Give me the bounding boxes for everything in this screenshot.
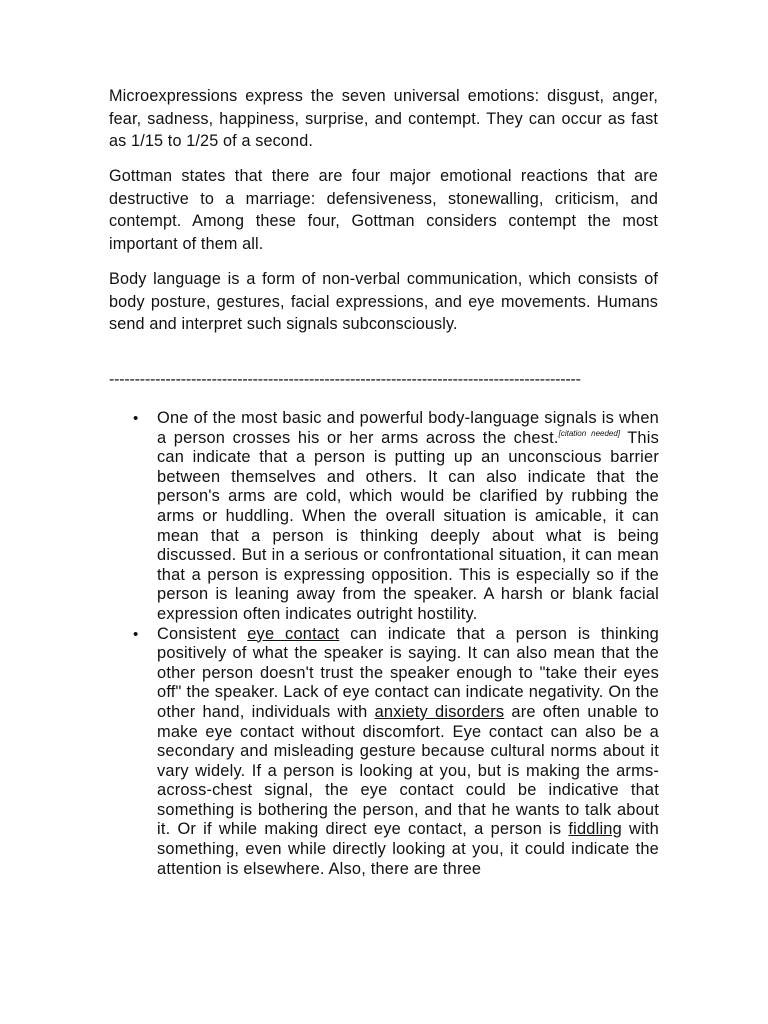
list-item xyxy=(109,625,659,880)
paragraph-microexpressions: Microexpressions express the seven universal emotions: disgust, anger, fear, sadness, happiness, surprise, and contempt. They can occur as fast as 1/15 to 1/25 of a second. xyxy=(109,87,658,150)
fiddling-link[interactable]: fiddling xyxy=(568,820,622,839)
bullet-icon: • xyxy=(133,410,139,427)
paragraph-body-language: Body language is a form of non-verbal communication, which consists of body posture, gestures, facial expressions, and eye movements. Humans send and interpret such signals subconsciously. xyxy=(109,270,658,333)
bullet-text: with something, even while directly looking at you, it could indicate the attention is elsewhere. Also, there are three xyxy=(157,820,659,878)
bullet-text: Consistent xyxy=(157,624,248,643)
eye-contact-link[interactable]: eye contact xyxy=(247,624,340,643)
dashed-separator: -------------------------------------------------------------------------------------------- xyxy=(109,371,581,388)
citation-needed-link[interactable]: [citation needed] xyxy=(558,428,621,438)
bullet-text: can indicate that a person is thinking positively of what the speaker is saying. It can also mean that the other person doesn't trust the speaker enough to "take their eyes off" the speaker. Lack of eye contact can indicate negativity. On the other hand, individuals with xyxy=(157,624,659,721)
anxiety-disorders-link[interactable]: anxiety disorders xyxy=(374,702,505,721)
bullet-text: This can indicate that a person is putting up an unconscious barrier between themselves and others. It can also indicate that the person's arms are cold, which would be clarified by rubbing the arms or huddling. When the overall situation is amicable, it can mean that a person is thinking deeply about what is being discussed. But in a serious or confrontational situation, it can mean that a person is expressing opposition. This is especially so if the person is leaning away from the speaker. A harsh or blank facial expression often indicates outright hostility. xyxy=(157,428,659,623)
paragraph-gottman: Gottman states that there are four major emotional reactions that are destructive to a marriage: defensiveness, stonewalling, criticism, and contempt. Among these four, Gottman considers contempt the most important of them all. xyxy=(109,167,658,253)
bullet-icon: • xyxy=(133,625,139,643)
list-item xyxy=(109,409,659,625)
bullet-text: One of the most basic and powerful body-language signals is when a person crosses his or her arms across the chest. xyxy=(157,409,659,447)
bullet-list xyxy=(109,409,659,879)
bullet-text: are often unable to make eye contact without discomfort. Eye contact can also be a secondary and misleading gesture because cultural norms about it vary widely. If a person is looking at you, but is making the arms-across-chest signal, the eye contact could be indicative that something is bothering the person, and that he wants to talk about it. Or if while making direct eye contact, a person is xyxy=(157,702,659,839)
